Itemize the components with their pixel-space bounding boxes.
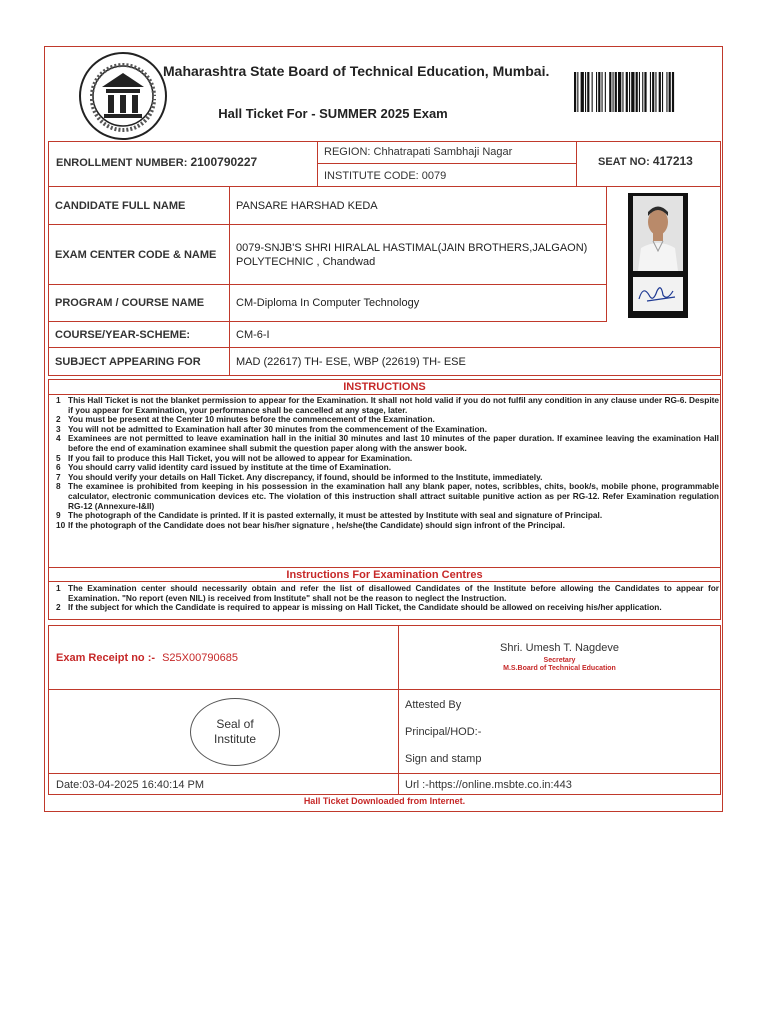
downloaded-notice: Hall Ticket Downloaded from Internet. (303, 796, 466, 806)
instruction-item (56, 396, 719, 415)
receipt-value: S25X00790685 (162, 652, 238, 664)
instruction-item (56, 521, 719, 531)
instruction-text: If the subject for which the Candidate is required to appear is missing on Hall Ticket, the Candidate should be allowed on receiving his/her application. (68, 602, 662, 613)
instruction-text: If the photograph of the Candidate does not bear his/her signature , he/she(the Candidate) should sign infront of the Principal. (68, 519, 565, 530)
instruction-number: 8 (56, 481, 61, 492)
barcode-bar (618, 72, 621, 112)
instruction-number: 5 (56, 452, 61, 463)
barcode-bar (587, 72, 589, 112)
enrollment-value: 2100790227 (190, 155, 258, 169)
instruction-text: You must be present at the Center 10 minutes before the commencement of the Examination. (68, 414, 435, 425)
program-value: CM-Diploma In Computer Technology (230, 285, 607, 322)
barcode-bar (655, 72, 656, 112)
barcode-bar (650, 72, 651, 112)
institute-code: INSTITUTE CODE: 0079 (324, 169, 447, 182)
instruction-number: 2 (56, 602, 61, 613)
sign-and-stamp: Sign and stamp (405, 753, 482, 765)
instruction-number: 3 (56, 423, 61, 434)
centre-instructions-list (56, 584, 719, 613)
download-date: Date:03-04-2025 16:40:14 PM (56, 779, 204, 791)
instruction-text: The photograph of the Candidate is printed. If it is pasted externally, it must be attested by Institute with seal and signature of Principal. (68, 510, 603, 521)
barcode-bar (629, 72, 630, 112)
photo-frame (628, 193, 688, 318)
instruction-item (56, 434, 719, 453)
instruction-number: 10 (56, 519, 66, 530)
source-url: Url :-https://online.msbte.co.in:443 (405, 779, 572, 791)
barcode-bar (598, 72, 600, 112)
barcode-bar (605, 72, 606, 112)
barcode-bar (581, 72, 584, 112)
barcode-bar (609, 72, 611, 112)
barcode-bar (644, 72, 646, 112)
barcode-bar (596, 72, 597, 112)
seat-value: 417213 (652, 154, 693, 168)
barcode-bar (631, 72, 634, 112)
candidate-photo (633, 196, 683, 271)
candidate-signature (633, 277, 683, 311)
enrollment-number (56, 155, 257, 169)
instruction-text: This Hall Ticket is not the blanket permission to appear for the Examination. It shall not hold valid if you do not fulfil any condition in any clause under RG-6. Despite if you appear for Examination, your performance shall be cancelled at any stage, later. (68, 395, 719, 415)
barcode-bar (613, 72, 614, 112)
barcode-bar (585, 72, 586, 112)
barcode-bar (574, 72, 576, 112)
ticket-title: Hall Ticket For - SUMMER 2025 Exam (218, 106, 448, 121)
enrollment-label: ENROLLMENT NUMBER: (56, 157, 188, 169)
barcode-bar (622, 72, 623, 112)
board-name: Maharashtra State Board of Technical Education, Mumbai. (163, 63, 550, 79)
course-year-value: CM-6-I (230, 322, 721, 348)
principal-hod: Principal/HOD:- (405, 726, 482, 738)
region-block (317, 141, 577, 187)
receipt-label: Exam Receipt no :- (56, 652, 156, 664)
subject-value: MAD (22617) TH- ESE, WBP (22619) TH- ESE (230, 348, 721, 376)
instruction-text: Examinees are not permitted to leave examination hall in the initial 30 minutes and last 10 minutes of the paper duration. If examinee leaving the examination Hall before the end of examination examinee shall submit the question paper along with the answer book. (68, 433, 719, 453)
instruction-text: You should carry valid identity card issued by institute at the time of Examination. (68, 462, 392, 473)
barcode-bar (659, 72, 661, 112)
barcode-bar (652, 72, 654, 112)
instruction-text: You will not be admitted to Examination hall after 30 minutes from the commencement of the Examination. (68, 423, 487, 434)
candidate-name-label: CANDIDATE FULL NAME (48, 187, 230, 225)
centre-instructions-title: Instructions For Examination Centres (286, 569, 483, 581)
program-label: PROGRAM / COURSE NAME (48, 285, 230, 322)
barcode-bar (592, 72, 593, 112)
instructions-list (56, 396, 719, 530)
barcode-icon (572, 72, 716, 114)
attested-by: Attested By (405, 699, 462, 711)
instruction-number: 2 (56, 414, 61, 425)
secretary-org: M.S.Board of Technical Education (503, 665, 616, 672)
barcode-bar (639, 72, 640, 112)
instruction-number: 1 (56, 583, 61, 593)
exam-center-value: 0079-SNJB'S SHRI HIRALAL HASTIMAL(JAIN BROTHERS,JALGAON) POLYTECHNIC , Chandwad (230, 225, 607, 285)
instruction-item (56, 603, 719, 613)
instruction-item (56, 482, 719, 511)
msbte-logo-icon (78, 51, 168, 141)
instruction-text: You should verify your details on Hall Ticket. Any discrepancy, if found, should be informed to the Institute, immediately. (68, 471, 543, 482)
centre-instructions-header (48, 567, 721, 582)
barcode-bar (662, 72, 663, 112)
seat-number (598, 154, 693, 168)
barcode-bar (636, 72, 638, 112)
candidate-name-value: PANSARE HARSHAD KEDA (230, 187, 607, 225)
instruction-number: 4 (56, 433, 61, 444)
footer-hdivider-2 (48, 773, 721, 774)
barcode-bar (626, 72, 628, 112)
instructions-title: INSTRUCTIONS (343, 381, 426, 393)
exam-receipt (56, 652, 238, 664)
instruction-number: 9 (56, 510, 61, 521)
instruction-text: The Examination center should necessarily obtain and refer the list of disallowed Candidates of the Institute before allowing the Candidates to appear for Examination. "No report (even NIL) is received from Institute" shall not be the reason to neglect the Instruction. (68, 583, 719, 603)
secretary-name: Shri. Umesh T. Nagdeve (499, 642, 620, 654)
barcode-bar (615, 72, 617, 112)
barcode-bar (602, 72, 603, 112)
course-year-label: COURSE/YEAR-SCHEME: (48, 322, 230, 348)
instruction-text: The examinee is prohibited from keeping in his possession in the examination hall any blank paper, notes, scribbles, chits, book/s, mobile phone, programmable calculator, electronic communication devices etc. The violation of this instruction shall attract suitable punitive action as per RG-12. Refer Examination regulation RG-12 (Annexure-I&II) (68, 481, 719, 511)
instruction-item (56, 584, 719, 603)
region: REGION: Chhatrapati Sambhaji Nagar (318, 141, 576, 164)
instruction-number: 1 (56, 395, 61, 405)
instruction-number: 7 (56, 471, 61, 482)
subject-label: SUBJECT APPEARING FOR (48, 348, 230, 376)
footer-hdivider-1 (48, 689, 721, 690)
instruction-number: 6 (56, 462, 61, 473)
seat-label: SEAT NO: (598, 156, 650, 168)
instruction-text: If you fail to produce this Hall Ticket, you will not be allowed to appear for Examination. (68, 452, 413, 463)
seal-of-institute: Seal of Institute (190, 698, 280, 766)
barcode-bar (669, 72, 671, 112)
barcode-bar (642, 72, 643, 112)
secretary-title: Secretary (543, 657, 576, 664)
barcode-bar (672, 72, 674, 112)
barcode-bar (577, 72, 578, 112)
exam-center-label: EXAM CENTER CODE & NAME (48, 225, 230, 285)
barcode-bar (666, 72, 667, 112)
